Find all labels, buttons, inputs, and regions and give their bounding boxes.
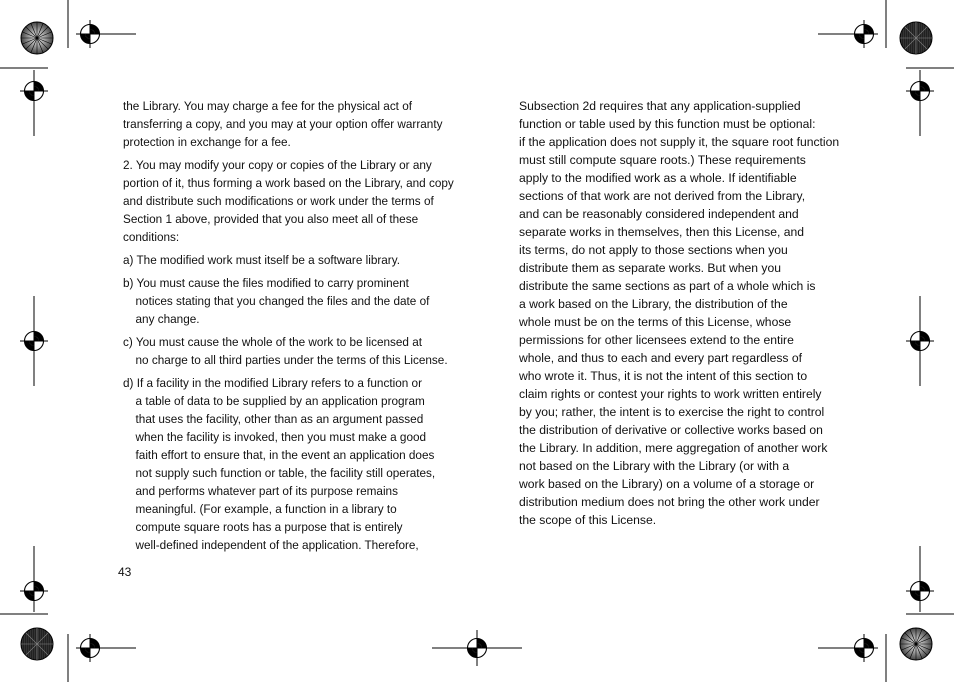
text-line: portion of it, thus forming a work based on the Library, and copy	[123, 176, 454, 190]
text-line: its terms, do not apply to those sections when you	[519, 243, 788, 257]
text-line: by you; rather, the intent is to exercise the right to control	[519, 405, 825, 419]
text-line: when the facility is invoked, then you must make a good	[135, 430, 427, 444]
text-line: transferring a copy, and you may at your option offer warranty	[123, 117, 443, 131]
text-line: meaningful. (For example, a function in a library to	[135, 502, 397, 516]
text-line: must still compute square roots.) These requirements	[519, 153, 806, 167]
text-line: distribute the same sections as part of a whole which is	[519, 279, 816, 293]
text-line: Subsection 2d requires that any application-supplied	[519, 99, 801, 113]
paragraph	[123, 156, 455, 246]
sunburst-registration-icon	[21, 22, 53, 54]
text-line: separate works in themselves, then this License, and	[519, 225, 805, 239]
page-number: 43	[118, 565, 132, 579]
registration-crosshair-icon	[76, 634, 104, 662]
text-line: 2. You may modify your copy or copies of the Library or any	[123, 158, 432, 172]
text-line: a work based on the Library, the distribution of the	[519, 297, 788, 311]
text-line: notices stating that you changed the files and the date of	[135, 294, 430, 308]
text-line: b) You must cause the files modified to carry prominent	[123, 276, 409, 290]
registration-crosshair-icon	[20, 577, 48, 605]
text-line: sections of that work are not derived from the Library,	[519, 189, 806, 203]
text-line: Section 1 above, provided that you also meet all of these	[123, 212, 419, 226]
registration-crosshair-icon	[850, 634, 878, 662]
text-line: permissions for other licensees extend to the entire	[519, 333, 794, 347]
text-line: and can be reasonably considered independent and	[519, 207, 799, 221]
registration-crosshair-icon	[906, 327, 934, 355]
text-line: if the application does not supply it, the square root function	[519, 135, 840, 149]
text-line: that uses the facility, other than as an argument passed	[135, 412, 424, 426]
text-line: a) The modified work must itself be a software library.	[123, 253, 400, 267]
text-line: not based on the Library with the Library (or with a	[519, 459, 790, 473]
text-line: well-defined independent of the application. Therefore,	[135, 538, 419, 552]
text-line: the Library. In addition, mere aggregation of another work	[519, 441, 828, 455]
text-line: whole, and thus to each and every part regardless of	[519, 351, 802, 365]
text-line: claim rights or contest your rights to work written entirely	[519, 387, 822, 401]
text-line: whole must be on the terms of this License, whose	[519, 315, 792, 329]
sunburst-registration-icon	[900, 628, 932, 660]
text-line: faith effort to ensure that, in the event an application does	[135, 448, 435, 462]
registration-crosshair-icon	[906, 77, 934, 105]
text-line: and distribute such modifications or work under the terms of	[123, 194, 434, 208]
paragraph	[123, 97, 455, 151]
text-line: the distribution of derivative or collective works based on	[519, 423, 823, 437]
text-line: and performs whatever part of its purpose remains	[135, 484, 398, 498]
text-line: no charge to all third parties under the terms of this License.	[135, 353, 448, 367]
text-line: function or table used by this function must be optional:	[519, 117, 816, 131]
sunburst-registration-icon	[900, 22, 932, 54]
registration-crosshair-icon	[463, 634, 491, 662]
registration-crosshair-icon	[850, 20, 878, 48]
text-line: work based on the Library) on a volume of a storage or	[519, 477, 815, 491]
text-line: conditions:	[123, 230, 180, 244]
text-line: the scope of this License.	[519, 513, 657, 527]
paragraph	[519, 97, 838, 529]
registration-crosshair-icon	[906, 577, 934, 605]
text-line: who wrote it. Thus, it is not the intent of this section to	[519, 369, 808, 383]
text-line: a table of data to be supplied by an application program	[135, 394, 425, 408]
text-line: any change.	[135, 312, 200, 326]
text-line: protection in exchange for a fee.	[123, 135, 291, 149]
registration-crosshair-icon	[20, 77, 48, 105]
registration-crosshair-icon	[20, 327, 48, 355]
paragraph	[123, 274, 455, 328]
text-line: compute square roots has a purpose that is entirely	[135, 520, 403, 534]
text-line: not supply such function or table, the facility still operates,	[135, 466, 436, 480]
sunburst-registration-icon	[21, 628, 53, 660]
text-line: the Library. You may charge a fee for the physical act of	[123, 99, 413, 113]
text-line: d) If a facility in the modified Library refers to a function or	[123, 376, 422, 390]
left-text-column	[123, 97, 455, 559]
text-line: distribute them as separate works. But when you	[519, 261, 782, 275]
text-line: distribution medium does not bring the other work under	[519, 495, 820, 509]
registration-crosshair-icon	[76, 20, 104, 48]
paragraph	[123, 374, 455, 554]
paragraph	[123, 333, 455, 369]
right-text-column	[519, 97, 838, 534]
paragraph	[123, 251, 455, 269]
text-line: c) You must cause the whole of the work to be licensed at	[123, 335, 423, 349]
text-line: apply to the modified work as a whole. If identifiable	[519, 171, 797, 185]
